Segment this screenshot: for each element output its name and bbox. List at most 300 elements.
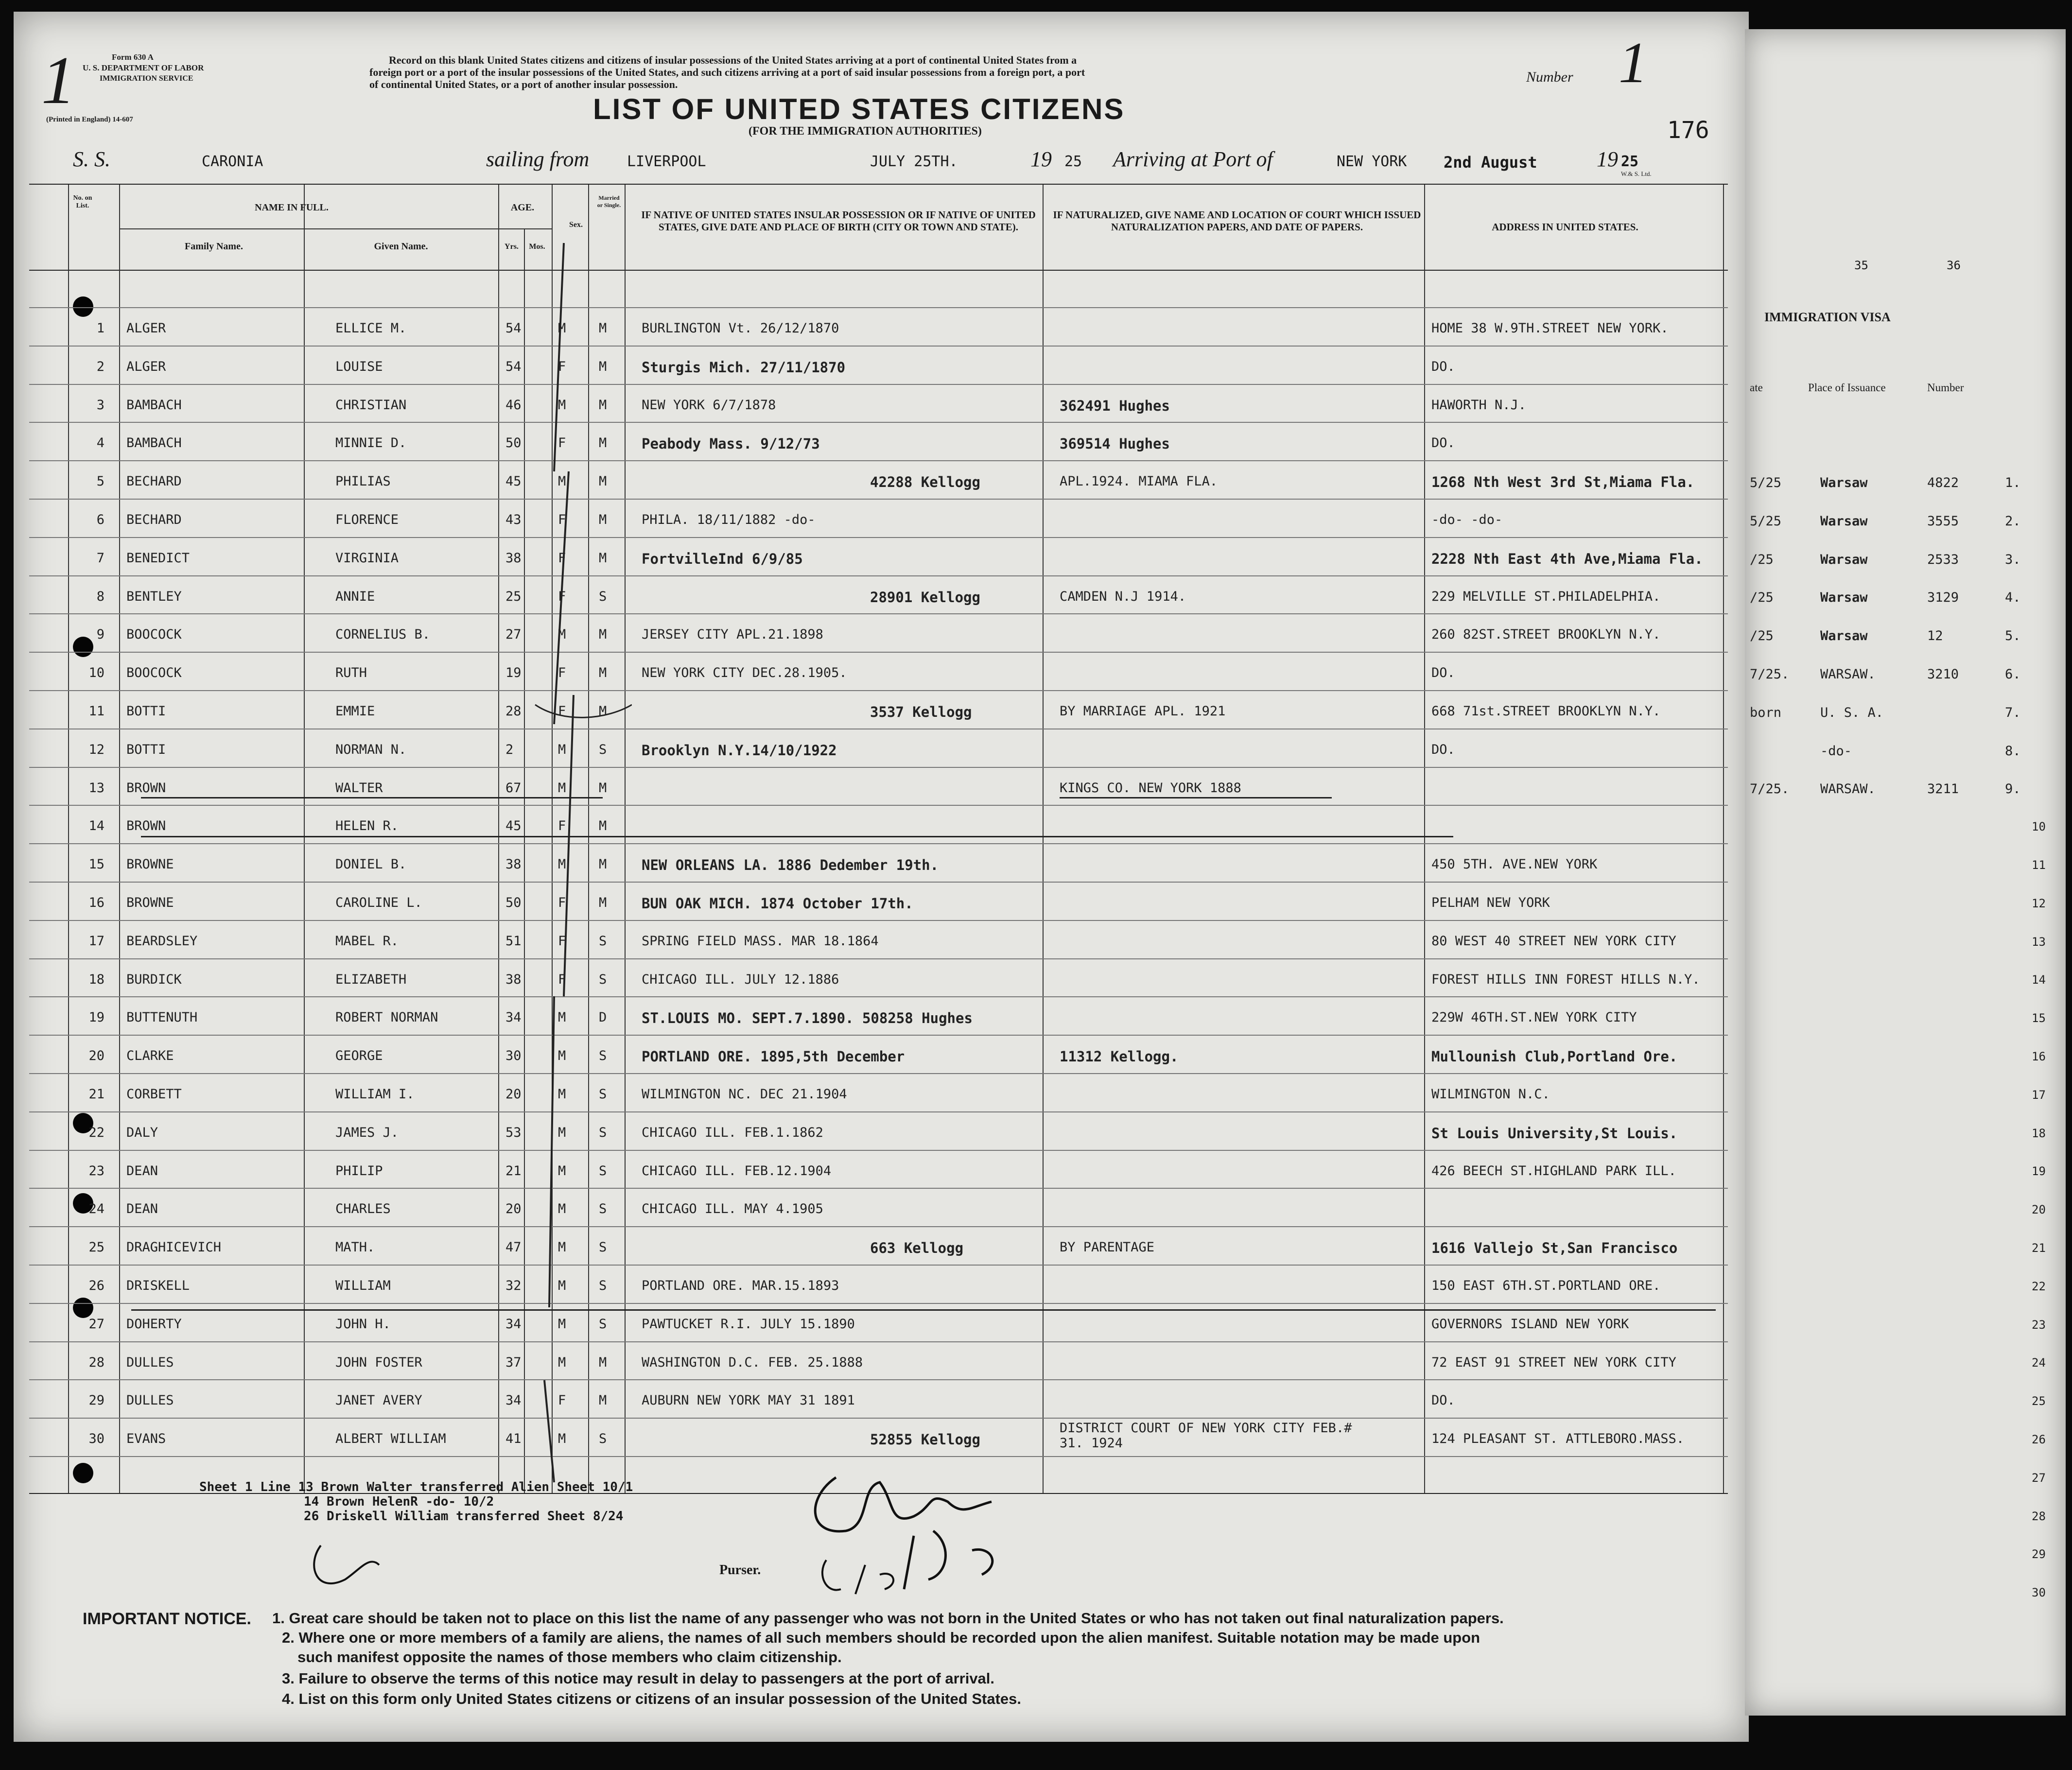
row-addr: 124 PLEASANT ST. ATTLEBORO.MASS. — [1431, 1431, 1685, 1447]
row-age: 34 — [505, 1393, 522, 1408]
row-family: BENTLEY — [126, 589, 182, 604]
side-row-place: U. S. A. — [1820, 705, 1884, 720]
column-rule — [1043, 185, 1044, 1493]
column-rule — [304, 185, 305, 1493]
col-head-address: ADDRESS IN UNITED STATES. — [1492, 221, 1638, 233]
row-rule — [29, 690, 1728, 691]
strike-row-14 — [141, 836, 1453, 837]
row-age: 38 — [505, 550, 522, 566]
side-row-number: 3555 — [1927, 513, 1959, 529]
row-family: BROWN — [126, 780, 166, 796]
row-rule — [29, 1265, 1728, 1266]
side-row-place: -do- — [1820, 743, 1852, 759]
row-ms: M — [599, 665, 607, 681]
row-rule — [29, 1418, 1728, 1419]
row-family: BECHARD — [126, 474, 182, 489]
row-age: 50 — [505, 895, 522, 910]
row-ms: S — [599, 1048, 607, 1064]
side-col-date: ate — [1750, 382, 1763, 394]
row-age: 43 — [505, 512, 522, 527]
row-family: DULLES — [126, 1393, 174, 1408]
row-age: 2 — [505, 742, 514, 757]
strike-row-13 — [141, 797, 603, 798]
ship-name: CARONIA — [202, 153, 263, 170]
row-no: 7 — [96, 550, 104, 566]
row-age: 25 — [505, 589, 522, 604]
handwritten-signature — [301, 1448, 1128, 1609]
row-given: JOHN H. — [335, 1316, 391, 1332]
check-marks-stroke — [535, 238, 632, 1502]
row-birth: 663 Kellogg — [870, 1240, 964, 1257]
row-birth: FortvilleInd 6/9/85 — [642, 550, 803, 567]
row-sex: M — [558, 1048, 566, 1064]
from-port: LIVERPOOL — [627, 153, 706, 170]
row-sex: F — [558, 818, 566, 834]
row-no: 5 — [96, 474, 104, 489]
row-no: 18 — [88, 972, 104, 987]
row-rule — [29, 958, 1728, 959]
row-rule — [29, 575, 1728, 576]
row-nat: APL.1924. MIAMA FLA. — [1060, 474, 1218, 489]
row-addr: 1268 Nth West 3rd St,Miama Fla. — [1431, 474, 1695, 491]
side-visa-title: IMMIGRATION VISA — [1764, 310, 1891, 324]
row-given: ROBERT NORMAN — [335, 1010, 438, 1025]
row-no: 6 — [96, 512, 104, 527]
row-birth: CHICAGO ILL. FEB.12.1904 — [642, 1163, 832, 1179]
side-row-date: 7/25. — [1750, 667, 1790, 682]
row-birth: PORTLAND ORE. 1895,5th December — [642, 1048, 905, 1065]
side-row-line: 2. — [2005, 513, 2021, 529]
side-line-number: 22 — [2032, 1279, 2046, 1293]
row-family: DALY — [126, 1125, 158, 1140]
row-rule — [29, 996, 1728, 997]
row-no: 1 — [96, 321, 104, 336]
row-given: PHILIAS — [335, 474, 391, 489]
row-family: DULLES — [126, 1354, 174, 1370]
row-no: 9 — [96, 627, 104, 642]
row-addr: GOVERNORS ISLAND NEW YORK — [1431, 1316, 1629, 1332]
row-birth: JERSEY CITY APL.21.1898 — [642, 627, 823, 642]
row-birth: BURLINGTON Vt. 26/12/1870 — [642, 321, 839, 336]
row-rule — [29, 422, 1728, 423]
row-sex: M — [558, 1163, 566, 1179]
column-rule — [498, 185, 499, 1493]
row-birth: Sturgis Mich. 27/11/1870 — [642, 359, 846, 376]
row-addr: DO. — [1431, 359, 1455, 374]
col-head-married: Married or Single. — [597, 194, 621, 208]
row-given: CHRISTIAN — [335, 397, 407, 413]
side-row-line: 3. — [2005, 552, 2021, 567]
row-ms: S — [599, 742, 607, 757]
row-ms: M — [599, 397, 607, 413]
row-ms: M — [599, 818, 607, 834]
row-birth: 42288 Kellogg — [870, 474, 980, 491]
row-age: 28 — [505, 704, 522, 719]
row-rule — [29, 920, 1728, 921]
row-ms: M — [599, 1354, 607, 1370]
row-rule — [29, 346, 1728, 347]
row-age: 67 — [505, 780, 522, 796]
row-birth: CHICAGO ILL. FEB.1.1862 — [642, 1125, 823, 1140]
row-ms: S — [599, 1278, 607, 1293]
row-age: 20 — [505, 1201, 522, 1217]
side-row-number: 4822 — [1927, 475, 1959, 490]
side-row-date: 5/25 — [1750, 513, 1782, 529]
row-family: CORBETT — [126, 1087, 182, 1102]
side-row-line: 7. — [2005, 705, 2021, 720]
side-row-line: 1. — [2005, 475, 2021, 490]
row-sex: M — [558, 1010, 566, 1025]
row-ms: M — [599, 895, 607, 910]
row-birth: PAWTUCKET R.I. JULY 15.1890 — [642, 1316, 855, 1332]
punch-hole — [73, 296, 93, 317]
row-birth: Peabody Mass. 9/12/73 — [642, 435, 820, 452]
notice-item-2b: such manifest opposite the names of those members who claim citizenship. — [297, 1649, 842, 1666]
side-row-number: 3210 — [1927, 667, 1959, 682]
row-sex: F — [558, 895, 566, 910]
row-addr: 450 5TH. AVE.NEW YORK — [1431, 857, 1598, 872]
row-age: 54 — [505, 359, 522, 374]
purser-label: Purser. — [719, 1562, 761, 1578]
row-ms: M — [599, 857, 607, 872]
row-addr: 80 WEST 40 STREET NEW YORK CITY — [1431, 933, 1676, 949]
row-ms: M — [599, 435, 607, 451]
row-rule — [29, 1073, 1728, 1074]
row-sex: M — [558, 1240, 566, 1255]
row-no: 24 — [88, 1201, 104, 1217]
side-row-line: 8. — [2005, 743, 2021, 759]
side-line-number: 16 — [2032, 1050, 2046, 1063]
visa-side-sheet — [1745, 29, 2066, 1716]
row-nat: DISTRICT COURT OF NEW YORK CITY FEB.# 31. 1924 — [1060, 1421, 1352, 1451]
row-age: 46 — [505, 397, 522, 413]
row-family: DRAGHICEVICH — [126, 1240, 222, 1255]
row-ms: D — [599, 1010, 607, 1025]
row-family: BUTTENUTH — [126, 1010, 198, 1025]
side-line-number: 13 — [2032, 935, 2046, 949]
row-no: 20 — [88, 1048, 104, 1064]
row-addr: DO. — [1431, 742, 1455, 757]
row-family: BAMBACH — [126, 435, 182, 451]
page-number: 176 — [1667, 117, 1709, 144]
row-given: CHARLES — [335, 1201, 391, 1217]
row-sex: M — [558, 1125, 566, 1140]
row-no: 10 — [88, 665, 104, 681]
row-ms: M — [599, 474, 607, 489]
row-given: EMMIE — [335, 704, 375, 719]
side-row-number: 12 — [1927, 628, 1943, 644]
row-birth: ST.LOUIS MO. SEPT.7.1890. 508258 Hughes — [642, 1010, 973, 1027]
row-age: 20 — [505, 1087, 522, 1102]
row-addr: PELHAM NEW YORK — [1431, 895, 1550, 910]
row-sex: F — [558, 933, 566, 949]
row-sex: M — [558, 627, 566, 642]
side-row-date: /25 — [1750, 590, 1774, 606]
side-line-number: 20 — [2032, 1203, 2046, 1217]
row-sex: F — [558, 704, 566, 719]
sailing-date: JULY 25TH. — [870, 153, 958, 170]
row-family: BOTTI — [126, 704, 166, 719]
row-given: WALTER — [335, 780, 383, 796]
sailing-year: 25 — [1064, 153, 1082, 170]
side-row-number: 2533 — [1927, 552, 1959, 567]
row-nat: CAMDEN N.J 1914. — [1060, 589, 1186, 604]
row-family: BENEDICT — [126, 550, 190, 566]
row-sex: F — [558, 550, 566, 566]
row-rule — [29, 1150, 1728, 1151]
col-head-no: No. on List. — [73, 194, 92, 209]
row-age: 34 — [505, 1316, 522, 1332]
corner-handwritten-mark: 1 — [41, 43, 75, 118]
row-given: GEORGE — [335, 1048, 383, 1064]
row-birth: CHICAGO ILL. MAY 4.1905 — [642, 1201, 823, 1217]
row-family: DOHERTY — [126, 1316, 182, 1332]
row-no: 29 — [88, 1393, 104, 1408]
side-line-number: 30 — [2032, 1586, 2046, 1600]
row-sex: F — [558, 359, 566, 374]
row-ms: M — [599, 704, 607, 719]
row-given: ELIZABETH — [335, 972, 407, 987]
col-head-age: AGE. — [510, 202, 535, 213]
row-family: ALGER — [126, 359, 166, 374]
side-line-number: 14 — [2032, 973, 2046, 987]
row-addr: WILMINGTON N.C. — [1431, 1087, 1550, 1102]
row-no: 22 — [88, 1125, 104, 1140]
row-birth: Brooklyn N.Y.14/10/1922 — [642, 742, 837, 759]
side-row-date: 5/25 — [1750, 475, 1782, 490]
row-given: MINNIE D. — [335, 435, 407, 451]
row-family: BROWNE — [126, 857, 174, 872]
row-no: 16 — [88, 895, 104, 910]
row-family: EVANS — [126, 1431, 166, 1447]
row-ms: S — [599, 933, 607, 949]
row-rule — [29, 652, 1728, 653]
side-line-number: 21 — [2032, 1241, 2046, 1255]
col-head-name: NAME IN FULL. — [255, 202, 329, 213]
row-birth: 3537 Kellogg — [870, 704, 972, 720]
arrival-year: 25 — [1621, 153, 1639, 170]
row-no: 14 — [88, 818, 104, 834]
number-value: 1 — [1619, 30, 1648, 95]
row-age: 30 — [505, 1048, 522, 1064]
row-ms: M — [599, 321, 607, 336]
row-ms: S — [599, 1431, 607, 1447]
side-row-date: /25 — [1750, 552, 1774, 567]
row-sex: M — [558, 397, 566, 413]
row-rule — [29, 1341, 1728, 1342]
row-family: BROWNE — [126, 895, 174, 910]
row-sex: M — [558, 1431, 566, 1447]
side-row-place: WARSAW. — [1820, 667, 1876, 682]
row-given: JAMES J. — [335, 1125, 399, 1140]
side-col-number: Number — [1927, 382, 1964, 394]
row-rule — [29, 499, 1728, 500]
side-line-number: 24 — [2032, 1356, 2046, 1370]
row-sex: M — [558, 1316, 566, 1332]
row-addr: FOREST HILLS INN FOREST HILLS N.Y. — [1431, 972, 1700, 987]
arrival-date: 2nd August — [1444, 153, 1537, 172]
row-rule — [29, 1226, 1728, 1227]
side-row-date: 7/25. — [1750, 781, 1790, 797]
arrival-port: NEW YORK — [1337, 153, 1407, 170]
side-line-number: 19 — [2032, 1164, 2046, 1179]
row-family: BOOCOCK — [126, 627, 182, 642]
row-ms: S — [599, 1163, 607, 1179]
row-birth: CHICAGO ILL. JULY 12.1886 — [642, 972, 839, 987]
row-rule — [29, 384, 1728, 385]
row-addr: DO. — [1431, 665, 1455, 681]
side-row-date: born — [1750, 705, 1782, 720]
row-rule — [29, 882, 1728, 883]
row-addr: Mullounish Club,Portland Ore. — [1431, 1048, 1678, 1065]
row-age: 21 — [505, 1163, 522, 1179]
side-row-number: 3211 — [1927, 781, 1959, 797]
row-addr: 260 82ST.STREET BROOKLYN N.Y. — [1431, 627, 1661, 642]
row-rule — [29, 843, 1728, 844]
row-sex: F — [558, 435, 566, 451]
row-addr: HOME 38 W.9TH.STREET NEW YORK. — [1431, 321, 1669, 336]
row-no: 4 — [96, 435, 104, 451]
row-given: HELEN R. — [335, 818, 399, 834]
row-age: 19 — [505, 665, 522, 681]
row-addr: 668 71st.STREET BROOKLYN N.Y. — [1431, 704, 1661, 719]
row-given: CAROLINE L. — [335, 895, 422, 910]
row-ms: M — [599, 550, 607, 566]
row-addr: St Louis University,St Louis. — [1431, 1125, 1678, 1142]
row-family: DRISKELL — [126, 1278, 190, 1293]
side-line-number: 12 — [2032, 896, 2046, 910]
side-row-place: Warsaw — [1820, 552, 1868, 567]
row-ms: S — [599, 1087, 607, 1102]
row-ms: S — [599, 1125, 607, 1140]
row-family: BOOCOCK — [126, 665, 182, 681]
page-subtitle: (FOR THE IMMIGRATION AUTHORITIES) — [749, 125, 982, 138]
strike-row-13-court — [1060, 797, 1332, 798]
row-birth: AUBURN NEW YORK MAY 31 1891 — [642, 1393, 855, 1408]
row-age: 34 — [505, 1010, 522, 1025]
column-rule — [68, 185, 69, 1493]
row-family: ALGER — [126, 321, 166, 336]
row-given: ANNIE — [335, 589, 375, 604]
strike-row-26 — [131, 1309, 1716, 1311]
side-row-date: /25 — [1750, 628, 1774, 644]
row-rule — [29, 613, 1728, 614]
side-row-place: Warsaw — [1820, 475, 1868, 490]
row-rule — [29, 1035, 1728, 1036]
row-sex: F — [558, 589, 566, 604]
punch-hole — [73, 1298, 93, 1318]
col-head-native: IF NATIVE OF UNITED STATES INSULAR POSSESSION OR IF NATIVE OF UNITED STATES, GIVE DATE AND PLACE OF BIRTH (CITY OR TOWN AND STATE). — [641, 209, 1036, 233]
record-note-3: of continental United States, or a port of another insular possession. — [369, 78, 678, 90]
row-given: JOHN FOSTER — [335, 1354, 422, 1370]
row-sex: M — [558, 1278, 566, 1293]
notice-item-1: 1. Great care should be taken not to place on this list the name of any passenger who was not born in the United States or who has not taken out final naturalization papers. — [272, 1610, 1504, 1627]
table-top-rule — [29, 184, 1728, 185]
row-addr: HAWORTH N.J. — [1431, 397, 1527, 413]
row-family: BROWN — [126, 818, 166, 834]
record-note-1: Record on this blank United States citizens and citizens of insular possessions of the United States arriving at a port of continental United States from a — [389, 54, 1077, 66]
row-rule — [29, 1379, 1728, 1380]
row-birth: NEW YORK 6/7/1878 — [642, 397, 776, 413]
year-prefix: 19 — [1030, 147, 1052, 171]
side-line-number: 15 — [2032, 1011, 2046, 1025]
row-sex: F — [558, 1393, 566, 1408]
row-given: WILLIAM — [335, 1278, 391, 1293]
side-col-35: 35 — [1854, 259, 1868, 272]
row-given: MABEL R. — [335, 933, 399, 949]
side-line-number: 23 — [2032, 1318, 2046, 1332]
row-family: BOTTI — [126, 742, 166, 757]
row-given: MATH. — [335, 1240, 375, 1255]
row-age: 47 — [505, 1240, 522, 1255]
side-row-place: Warsaw — [1820, 628, 1868, 644]
col-head-family: Family Name. — [185, 241, 243, 252]
row-given: ELLICE M. — [335, 321, 407, 336]
row-sex: M — [558, 474, 566, 489]
ss-label: S. S. — [73, 147, 110, 171]
row-addr: 1616 Vallejo St,San Francisco — [1431, 1240, 1678, 1257]
row-ms: S — [599, 972, 607, 987]
row-no: 8 — [96, 589, 104, 604]
row-no: 21 — [88, 1087, 104, 1102]
row-family: DEAN — [126, 1201, 158, 1217]
row-given: CORNELIUS B. — [335, 627, 431, 642]
header-sub-rule — [119, 228, 498, 229]
side-row-number: 3129 — [1927, 590, 1959, 606]
row-ms: M — [599, 780, 607, 796]
row-addr: -do- -do- — [1431, 512, 1503, 527]
row-no: 27 — [88, 1316, 104, 1332]
row-rule — [29, 307, 1728, 308]
row-ms: S — [599, 1316, 607, 1332]
row-addr: DO. — [1431, 435, 1455, 451]
transfer-line-1: Sheet 1 Line 13 Brown Walter transferred Alien Sheet 10/1 — [199, 1480, 633, 1494]
row-rule — [29, 1111, 1728, 1112]
row-given: LOUISE — [335, 359, 383, 374]
arrival-year-prefix: 19 — [1597, 147, 1618, 171]
side-line-number: 11 — [2032, 858, 2046, 872]
side-line-number: 10 — [2032, 820, 2046, 834]
row-ms: S — [599, 1240, 607, 1255]
row-addr: 150 EAST 6TH.ST.PORTLAND ORE. — [1431, 1278, 1661, 1293]
row-nat: 11312 Kellogg. — [1060, 1048, 1179, 1065]
row-age: 38 — [505, 972, 522, 987]
column-rule — [1723, 185, 1724, 1493]
row-rule — [29, 1303, 1728, 1304]
row-birth: 52855 Kellogg — [870, 1431, 980, 1448]
row-rule — [29, 460, 1728, 461]
row-nat: BY MARRIAGE APL. 1921 — [1060, 704, 1226, 719]
row-sex: M — [558, 321, 566, 336]
row-given: WILLIAM I. — [335, 1087, 415, 1102]
row-family: DEAN — [126, 1163, 158, 1179]
notice-item-3: 3. Failure to observe the terms of this notice may result in delay to passengers at the port of arrival. — [282, 1670, 995, 1687]
row-no: 3 — [96, 397, 104, 413]
row-sex: F — [558, 665, 566, 681]
row-addr: 72 EAST 91 STREET NEW YORK CITY — [1431, 1354, 1676, 1370]
col-head-sex: Sex. — [569, 221, 583, 229]
row-sex: M — [558, 780, 566, 796]
side-row-line: 4. — [2005, 590, 2021, 606]
row-birth: WILMINGTON NC. DEC 21.1904 — [642, 1087, 847, 1102]
punch-hole — [73, 1463, 93, 1483]
col-head-mos: Mos. — [529, 243, 545, 251]
row-nat: KINGS CO. NEW YORK 1888 — [1060, 780, 1241, 796]
row-birth: PHILA. 18/11/1882 -do- — [642, 512, 816, 527]
header-sub-rule — [498, 228, 552, 229]
row-sex: F — [558, 972, 566, 987]
row-addr: 2228 Nth East 4th Ave,Miama Fla. — [1431, 550, 1703, 567]
